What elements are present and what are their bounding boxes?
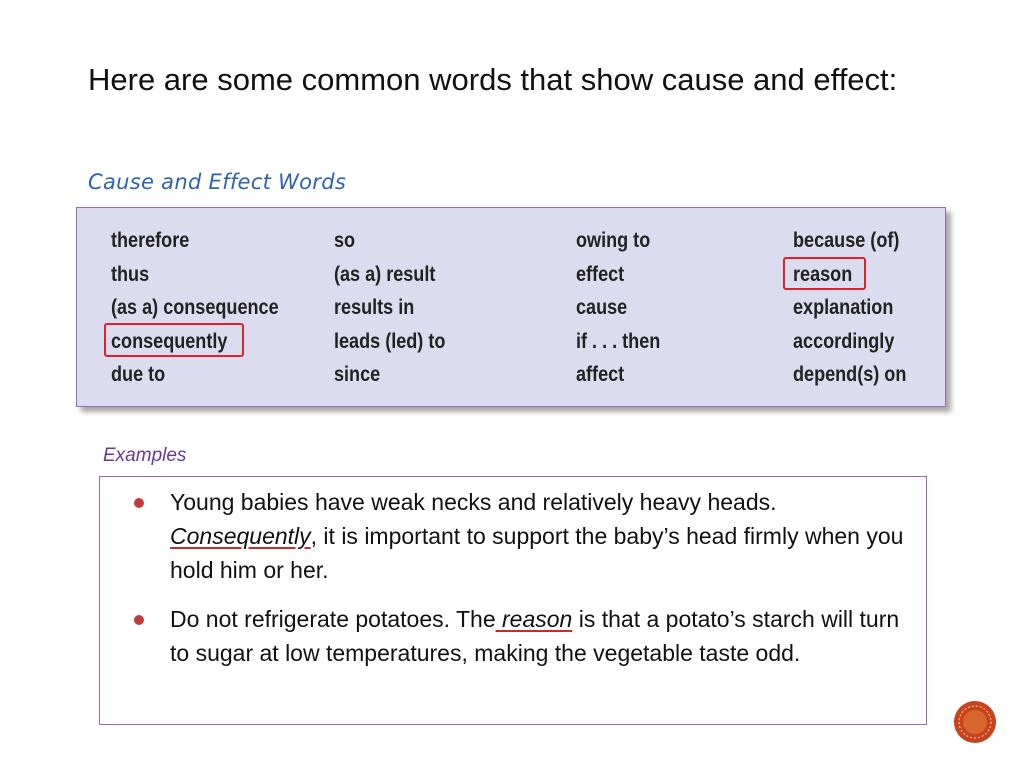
word-item: effect (576, 262, 625, 286)
example-item-1 (170, 485, 910, 587)
slide-heading: Here are some common words that show cause and effect: (88, 62, 898, 97)
word-item: affect (576, 363, 625, 387)
example-text: is that a potato’s starch will turn to sugar at low temperatures, making the vegetable taste odd. (170, 606, 900, 666)
word-item: because (of) (793, 229, 900, 252)
examples-box (99, 476, 927, 725)
words-box-title: Cause and Effect Words (88, 170, 347, 194)
bullet-icon (134, 615, 144, 625)
word-item: explanation (793, 296, 894, 320)
word-column-1 (111, 224, 306, 392)
word-item: reason (793, 262, 853, 286)
word-item: accordingly (793, 329, 895, 353)
word-item: owing to (576, 229, 651, 252)
word-item: consequently (111, 329, 228, 353)
word-item: since (334, 363, 381, 387)
example-text: Do not refrigerate potatoes. The (170, 606, 496, 632)
example-text: , it is important to support the baby’s head firmly when you hold him or her. (170, 523, 904, 583)
example-item-2 (170, 602, 910, 670)
word-item: leads (led) to (334, 329, 446, 353)
word-item: due to (111, 363, 166, 387)
word-column-2 (334, 224, 464, 392)
word-item: cause (576, 296, 628, 320)
word-item: so (334, 229, 356, 252)
cause-effect-words-box (76, 207, 946, 407)
word-item: if . . . then (576, 329, 661, 353)
word-item: depend(s) on (793, 363, 907, 387)
word-column-4 (793, 224, 925, 392)
example-keyword: reason (495, 606, 573, 632)
orange-circle-logo-icon (953, 700, 997, 744)
word-item: (as a) consequence (111, 296, 279, 320)
bullet-icon (134, 498, 144, 508)
word-item: therefore (111, 229, 190, 252)
highlight-reason (783, 257, 866, 290)
highlight-consequently (104, 323, 244, 357)
word-item: results in (334, 296, 415, 320)
example-keyword: Consequently (170, 523, 311, 549)
word-column-3 (576, 224, 674, 392)
example-text: Young babies have weak necks and relatively heavy heads. (170, 489, 777, 515)
examples-label: Examples (103, 445, 187, 466)
word-item: (as a) result (334, 262, 436, 286)
word-item: thus (111, 262, 150, 286)
